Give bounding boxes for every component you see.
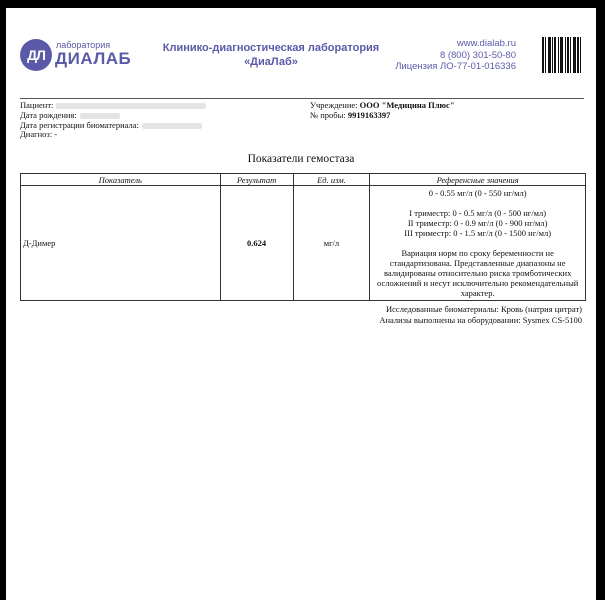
reference-values (370, 186, 586, 301)
result-unit: мг/л (293, 186, 370, 301)
patient-info-right (310, 101, 455, 121)
license: Лицензия ЛО-77-01-016336 (395, 61, 516, 72)
biomaterial-note: Исследованные биоматериалы: Кровь (натрия цитрат) (386, 304, 582, 314)
equipment-note: Анализы выполнены на оборудовании: Sysmex CS-5100 (379, 314, 582, 325)
col-indicator: Показатель (21, 174, 221, 186)
report-footer (379, 304, 582, 325)
ref-trimester-2: II триместр: 0 - 0.9 мг/л (0 - 900 нг/мл) (407, 218, 548, 228)
result-value: 0.624 (220, 186, 293, 301)
barcode-icon (542, 37, 586, 73)
institution-label: Учреждение: (310, 100, 358, 110)
ref-trimester-3: III триместр: 0 - 1.5 мг/л (0 - 1500 нг/мл) (404, 228, 552, 238)
sample-row (310, 111, 455, 121)
redacted-registration-date (142, 123, 202, 129)
col-reference: Референсные значения (370, 174, 586, 186)
lab-contacts (391, 38, 516, 73)
dialab-logo (20, 35, 130, 75)
diagnosis-value: - (54, 129, 58, 140)
patient-label: Пациент: (20, 100, 54, 110)
redacted-birth-date (80, 113, 120, 119)
diagnosis-label: Диагноз: (20, 129, 53, 140)
sample-value: 9919163397 (347, 109, 391, 120)
lab-name-line2: «ДиаЛаб» (244, 56, 298, 68)
diagnosis-row (20, 130, 206, 140)
birth-label: Дата рождения: (20, 109, 77, 120)
patient-info-left (20, 101, 206, 140)
logo-mark-icon: ДЛ (20, 39, 52, 71)
report-page (6, 8, 596, 600)
lab-name (146, 41, 396, 69)
lab-name-line1: Клинико-диагностическая лаборатория (162, 42, 380, 54)
col-result: Результат (220, 174, 293, 186)
redacted-patient-name (56, 103, 206, 109)
institution-value: ООО "Медицина Плюс" (359, 100, 455, 110)
table-row (21, 186, 586, 301)
phone: 8 (800) 301-50-80 (439, 49, 516, 61)
report-title: Показатели гемостаза (247, 153, 355, 165)
results-table (20, 173, 586, 301)
logo-subtitle: лаборатория (56, 40, 111, 50)
ref-trimester-1: I триместр: 0 - 0.5 мг/л (0 - 500 нг/мл) (409, 208, 547, 218)
col-unit: Ед. изм. (293, 174, 370, 186)
sample-label: № пробы: (310, 109, 346, 120)
website: www.dialab.ru (456, 38, 516, 49)
logo-title: ДИАЛАБ (55, 49, 132, 68)
header-divider (20, 98, 584, 99)
indicator-name: Д-Димер (21, 186, 221, 301)
table-header-row (21, 174, 586, 186)
ref-main: 0 - 0.55 мг/л (0 - 550 нг/мл) (428, 188, 527, 198)
registration-label: Дата регистрации биоматериала: (20, 119, 139, 130)
ref-note: Вариация норм по сроку беременности не стандартизована. Представленные диапазоны не валидированы относительно риска тромботических осложнений и несут исключительно рекомендательный характер. (377, 248, 579, 298)
